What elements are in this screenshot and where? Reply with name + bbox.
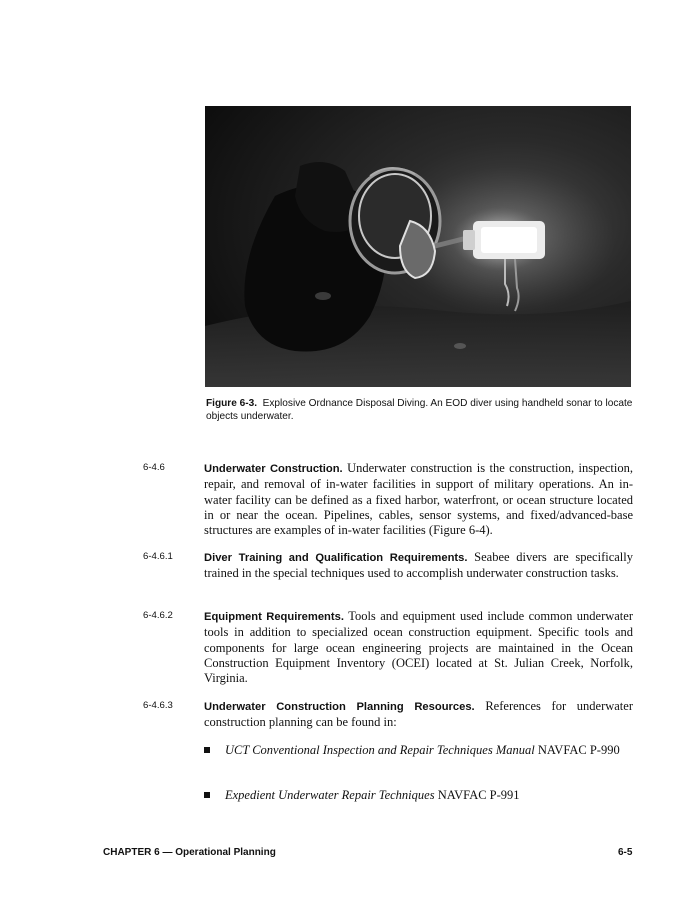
section-heading: Equipment Requirements. — [204, 611, 344, 623]
bullet-square-icon — [204, 747, 210, 753]
figure-label: Figure 6-3. — [206, 398, 258, 409]
section-body — [204, 461, 633, 538]
section-number: 6-4.6.3 — [143, 700, 173, 711]
reference-title: UCT Conventional Inspection and Repair Techniques Manual — [225, 743, 535, 757]
bullet-text — [225, 788, 635, 803]
reference-number: NAVFAC P-990 — [537, 743, 620, 757]
bullet-square-icon — [204, 792, 210, 798]
section-number: 6-4.6.1 — [143, 551, 173, 562]
section-text: Tools and equipment used include common underwater tools in addition to specialized ocean construction equipment. Specific tools and components for large ocean engineering projects are maintained in the Ocean Construction Equipment Inventory (OCEI) located at St. Julian Creek, Norfolk, Virginia. — [204, 609, 633, 686]
section-body — [204, 609, 633, 686]
section-number: 6-4.6 — [143, 462, 165, 473]
footer-page-number: 6-5 — [618, 847, 633, 858]
section-body — [204, 699, 633, 731]
bullet-text — [225, 743, 635, 758]
section-heading: Underwater Construction Planning Resources. — [204, 701, 475, 713]
figure-caption — [206, 397, 636, 423]
figure-caption-text: Explosive Ordnance Disposal Diving. An EOD diver using handheld sonar to locate objects underwater. — [206, 398, 633, 422]
diver-photo-illustration — [205, 106, 631, 387]
section-heading: Diver Training and Qualification Requirements. — [204, 552, 468, 564]
section-heading: Underwater Construction. — [204, 463, 343, 475]
reference-title: Expedient Underwater Repair Techniques — [225, 788, 435, 802]
section-number: 6-4.6.2 — [143, 610, 173, 621]
section-body — [204, 550, 633, 582]
footer-chapter: CHAPTER 6 — Operational Planning — [103, 847, 276, 858]
figure-photo — [205, 106, 631, 387]
section-text: Seabee divers are specifically trained in the special techniques used to accomplish underwater construction tasks. — [204, 550, 634, 581]
section-text: Underwater construction is the construction, inspection, repair, and removal of in-water facilities in support of military operations. An in-water facility can be defined as a fixed harbor, waterfront, or ocean structure located in or near the ocean. Pipelines, cables, sensor systems, and fixed/advanced-base structures are examples of in-water facilities (Figure 6-4). — [204, 461, 633, 538]
reference-number: NAVFAC P-991 — [437, 788, 520, 802]
section-text: References for underwater construction planning can be found in: — [204, 699, 633, 730]
